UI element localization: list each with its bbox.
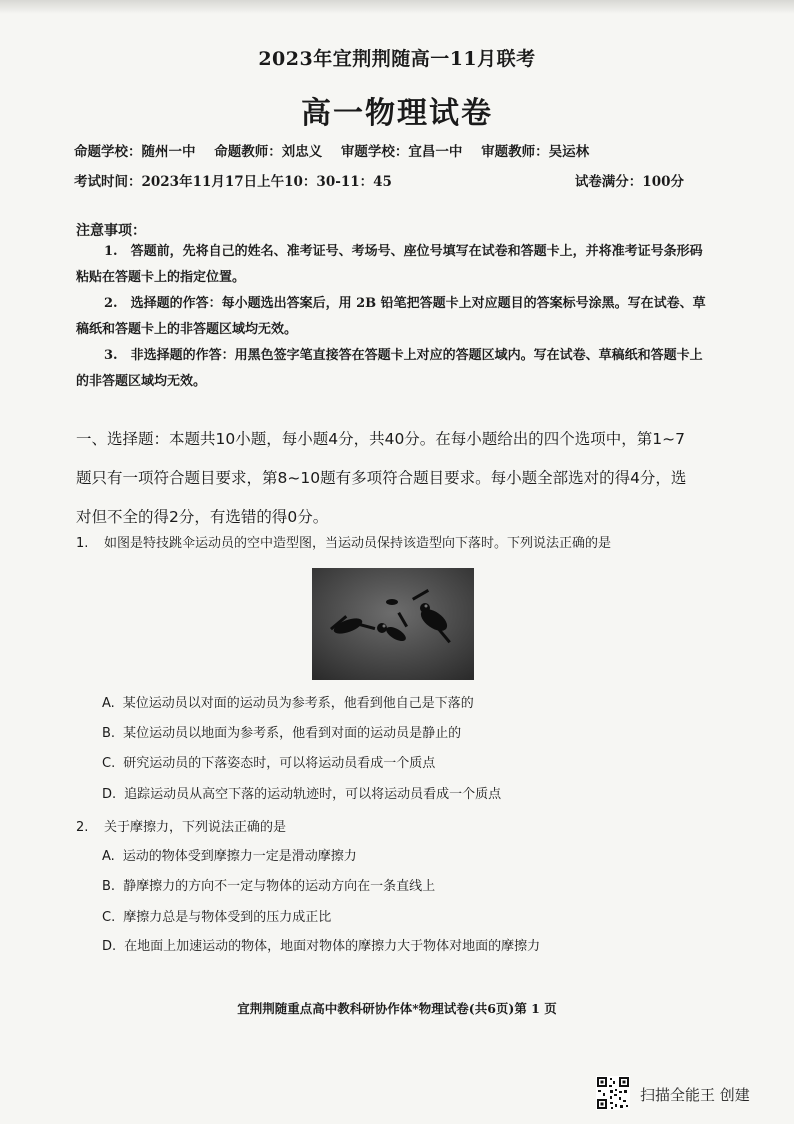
option-label: C. [102, 910, 116, 925]
question-1 [76, 532, 611, 551]
scan-edge-shadow [0, 0, 794, 14]
option-text: 运动的物体受到摩擦力一定是滑动摩擦力 [122, 849, 357, 864]
option-1b [102, 722, 461, 741]
question-number: 2. [76, 820, 89, 835]
question-stem: 关于摩擦力，下列说法正确的是 [104, 820, 287, 835]
option-text: 静摩擦力的方向不一定与物体的运动方向在一条直线上 [123, 879, 436, 894]
setter-teacher: 命题教师：刘忠义 [214, 144, 323, 160]
option-1d [102, 783, 501, 802]
option-label: D. [102, 787, 117, 802]
notice-title: 注意事项： [76, 223, 146, 239]
option-2b [102, 875, 435, 894]
option-label: B. [102, 879, 116, 894]
option-2d [102, 935, 540, 954]
notice-item: 1. 答题前，先将自己的姓名、准考证号、考场号、座位号填写在试卷和答题卡上，并将准考证号条形码粘贴在答题卡上的指定位置。 [76, 244, 703, 285]
notice-item: 3. 非选择题的作答：用黑色签字笔直接答在答题卡上对应的答题区域内。写在试卷、草稿纸和答题卡上的非答题区域均无效。 [76, 348, 703, 389]
option-2c [102, 906, 331, 925]
option-text: 某位运动员以对面的运动员为参考系，他看到他自己是下落的 [122, 696, 474, 711]
scanner-label: 扫描全能王 创建 [640, 1086, 750, 1104]
exam-time: 考试时间：2023年11月17日上午10：30-11：45 [74, 174, 392, 190]
question-stem: 如图是特技跳伞运动员的空中造型图，当运动员保持该造型向下落时。下列说法正确的是 [104, 536, 612, 551]
option-label: C. [102, 756, 116, 771]
option-text: 某位运动员以地面为参考系，他看到对面的运动员是静止的 [123, 726, 462, 741]
option-text: 研究运动员的下落姿态时，可以将运动员看成一个质点 [123, 756, 436, 771]
scanner-watermark [596, 1072, 776, 1112]
option-text: 摩擦力总是与物体受到的压力成正比 [123, 910, 332, 925]
setter-info [74, 140, 603, 160]
setter-school: 命题学校：随州一中 [74, 144, 196, 160]
page-footer: 宜荆荆随重点高中教科研协作体*物理试卷(共6页)第 1 页 [237, 1001, 557, 1016]
notice-item: 2. 选择题的作答：每小题选出答案后，用 2B 铅笔把答题卡上对应题目的答案标号涂黑。写在试卷、草稿纸和答题卡上的非答题区域均无效。 [76, 296, 706, 337]
option-label: D. [102, 939, 117, 954]
option-text: 在地面上加速运动的物体，地面对物体的摩擦力大于物体对地面的摩擦力 [124, 939, 541, 954]
skydivers-illustration [312, 568, 474, 680]
option-1a [102, 692, 474, 711]
reviewer-teacher: 审题教师：吴运林 [481, 144, 590, 160]
exam-name: 2023年宜荆荆随高一11月联考 [258, 48, 536, 70]
option-label: A. [102, 849, 115, 864]
reviewer-school: 审题学校：宜昌一中 [340, 144, 463, 160]
option-label: A. [102, 696, 115, 711]
option-label: B. [102, 726, 116, 741]
option-text: 追踪运动员从高空下落的运动轨迹时，可以将运动员看成一个质点 [124, 787, 502, 802]
section-instructions: 一、选择题：本题共10小题，每小题4分，共40分。在每小题给出的四个选项中，第1~7题只有一项符合题目要求，第8~10题有多项符合题目要求。每小题全部选对的得4分，选对但不全的得2分，有选错的得0分。 [76, 430, 687, 526]
option-2a [102, 845, 357, 864]
option-1c [102, 752, 435, 771]
question-number: 1. [76, 536, 89, 551]
paper-title: 高一物理试卷 [301, 96, 493, 131]
qr-code-icon [596, 1076, 630, 1110]
skydivers-photo [312, 568, 474, 680]
question-2 [76, 816, 286, 835]
full-score: 试卷满分：100分 [574, 174, 684, 190]
